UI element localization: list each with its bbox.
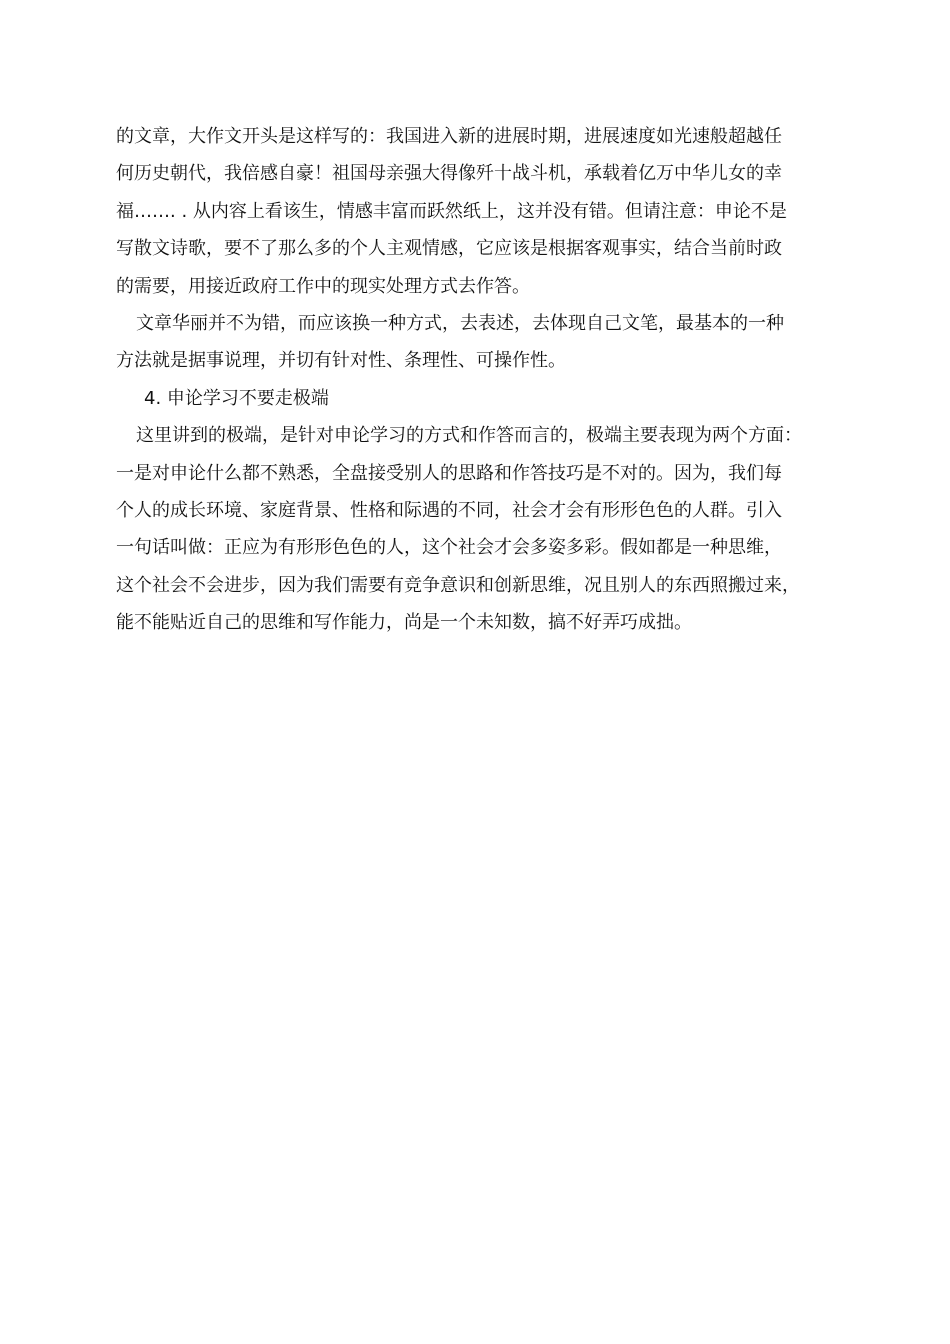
text-line: 这里讲到的极端，是针对申论学习的方式和作答而言的，极端主要表现为两个方面： [136, 425, 802, 447]
text-line: 一句话叫做：正应为有形形色色的人，这个社会才会多姿多彩。假如都是一种思维， [116, 537, 782, 559]
text-line: 一是对申论什么都不熟悉，全盘接受别人的思路和作答技巧是不对的。因为，我们每 [116, 462, 782, 484]
text-line: 个人的成长环境、家庭背景、性格和际遇的不同，社会才会有形形色色的人群。引入 [116, 499, 782, 521]
text-line: 何历史朝代，我倍感自豪！祖国母亲强大得像歼十战斗机，承载着亿万中华儿女的幸 [116, 163, 782, 185]
text-line: 的需要，用接近政府工作中的现实处理方式去作答。 [116, 275, 530, 297]
section-heading [116, 380, 846, 417]
text-line: 写散文诗歌，要不了那么多的个人主观情感，它应该是根据客观事实，结合当前时政 [116, 238, 782, 260]
text-line: 文章华丽并不为错，而应该换一种方式，去表述，去体现自己文笔，最基本的一种 [136, 312, 784, 334]
document-body [116, 118, 846, 641]
text-line: 的文章，大作文开头是这样写的：我国进入新的进展时期，进展速度如光速般超越任 [116, 126, 782, 147]
paragraph-3 [116, 417, 846, 641]
text-line: 这个社会不会进步，因为我们需要有竞争意识和创新思维，况且别人的东西照搬过来， [116, 574, 800, 596]
paragraph-1 [116, 118, 846, 305]
text-line: 方法就是据事说理，并切有针对性、条理性、可操作性。 [116, 350, 566, 372]
text-line: 能不能贴近自己的思维和写作能力，尚是一个未知数，搞不好弄巧成拙。 [116, 612, 692, 634]
text-line: 福……. . 从内容上看该生，情感丰富而跃然纸上，这并没有错。但请注意：申论不是 [116, 200, 787, 222]
paragraph-2 [116, 305, 846, 380]
heading-text: 4. 申论学习不要走极端 [144, 387, 329, 409]
